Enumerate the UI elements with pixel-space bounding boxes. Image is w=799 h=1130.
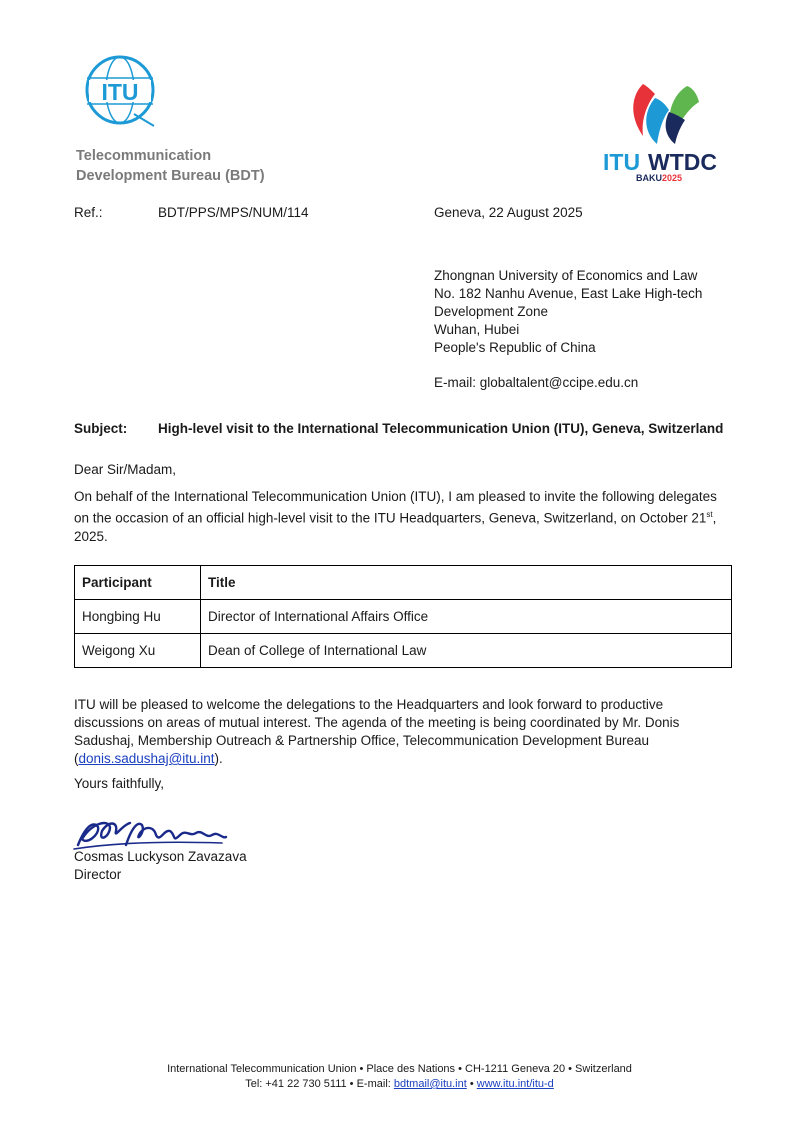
intro-tail: , 2025.: [74, 510, 717, 544]
itu-logo: [84, 54, 158, 131]
recipient-email: E-mail: globaltalent@ccipe.edu.cn: [434, 375, 639, 390]
address-line: Zhongnan University of Economics and Law: [434, 268, 698, 283]
intro-ordinal-suffix: st: [706, 510, 713, 519]
ref-value: BDT/PPS/MPS/NUM/114: [158, 205, 309, 220]
salutation: Dear Sir/Madam,: [74, 462, 177, 477]
footer-address: International Telecommunication Union • Place des Nations • CH-1211 Geneva 20 • Switzerland: [167, 1063, 632, 1075]
intro-paragraph: [74, 488, 734, 546]
footer: [0, 1062, 799, 1092]
closing-paragraph: [74, 696, 734, 768]
signer-name: Cosmas Luckyson Zavazava: [74, 849, 247, 864]
address-line: No. 182 Nanhu Avenue, East Lake High-tech: [434, 286, 703, 301]
bureau-name: [76, 146, 265, 186]
coordinator-email-link[interactable]: donis.sadushaj@itu.int: [78, 751, 215, 766]
valediction: Yours faithfully,: [74, 776, 165, 791]
signer-block: [74, 848, 247, 884]
footer-email-link[interactable]: bdtmail@itu.int: [393, 1078, 467, 1090]
participant-name: Hongbing Hu: [75, 600, 201, 634]
participant-title: Dean of College of International Law: [201, 634, 732, 668]
participant-name: Weigong Xu: [75, 634, 201, 668]
address-line: Development Zone: [434, 304, 549, 319]
subject-label: Subject:: [74, 421, 128, 436]
ref-label: Ref.:: [74, 205, 103, 220]
closing-tail: ).: [214, 751, 223, 766]
participant-title: Director of International Affairs Office: [201, 600, 732, 634]
footer-separator: •: [466, 1078, 477, 1090]
footer-contact: [0, 1077, 799, 1092]
letter-date: Geneva, 22 August 2025: [434, 205, 583, 220]
svg-text:WTDC: WTDC: [648, 149, 717, 175]
table-row: [75, 634, 732, 668]
svg-text:BAKU: BAKU: [636, 173, 662, 183]
subject-text: High-level visit to the International Telecommunication Union (ITU), Geneva, Switzerland: [158, 421, 724, 436]
header-participant: Participant: [75, 566, 201, 600]
svg-text:ITU: ITU: [101, 79, 139, 105]
bureau-line-1: Telecommunication: [76, 148, 212, 164]
closing-text: ITU will be pleased to welcome the delegations to the Headquarters and look forward to productive discussions on areas of mutual interest. The agenda of the meeting is being coordinated by Mr. Donis Sadushaj, Membership Outreach & Partnership Office, Telecommunication Development Bureau (: [74, 697, 680, 766]
footer-tel: Tel: +41 22 730 5111 • E-mail:: [245, 1078, 394, 1090]
bureau-line-2: Development Bureau (BDT): [76, 168, 265, 184]
signer-title: Director: [74, 867, 122, 882]
recipient-address: [434, 267, 702, 357]
table-header-row: [75, 566, 732, 600]
participants-table: [74, 565, 732, 668]
intro-text: On behalf of the International Telecommunication Union (ITU), I am pleased to invite the following delegates on the occasion of an official high-level visit to the ITU Headquarters, Geneva, Switzerland, on October 21: [74, 489, 717, 526]
table-row: [75, 600, 732, 634]
header-title: Title: [201, 566, 732, 600]
svg-text:2025: 2025: [662, 173, 683, 183]
svg-text:ITU: ITU: [603, 149, 641, 175]
address-line: People's Republic of China: [434, 340, 596, 355]
address-line: Wuhan, Hubei: [434, 322, 520, 337]
wtdc-logo: [603, 74, 723, 187]
footer-website-link[interactable]: www.itu.int/itu-d: [476, 1078, 554, 1090]
